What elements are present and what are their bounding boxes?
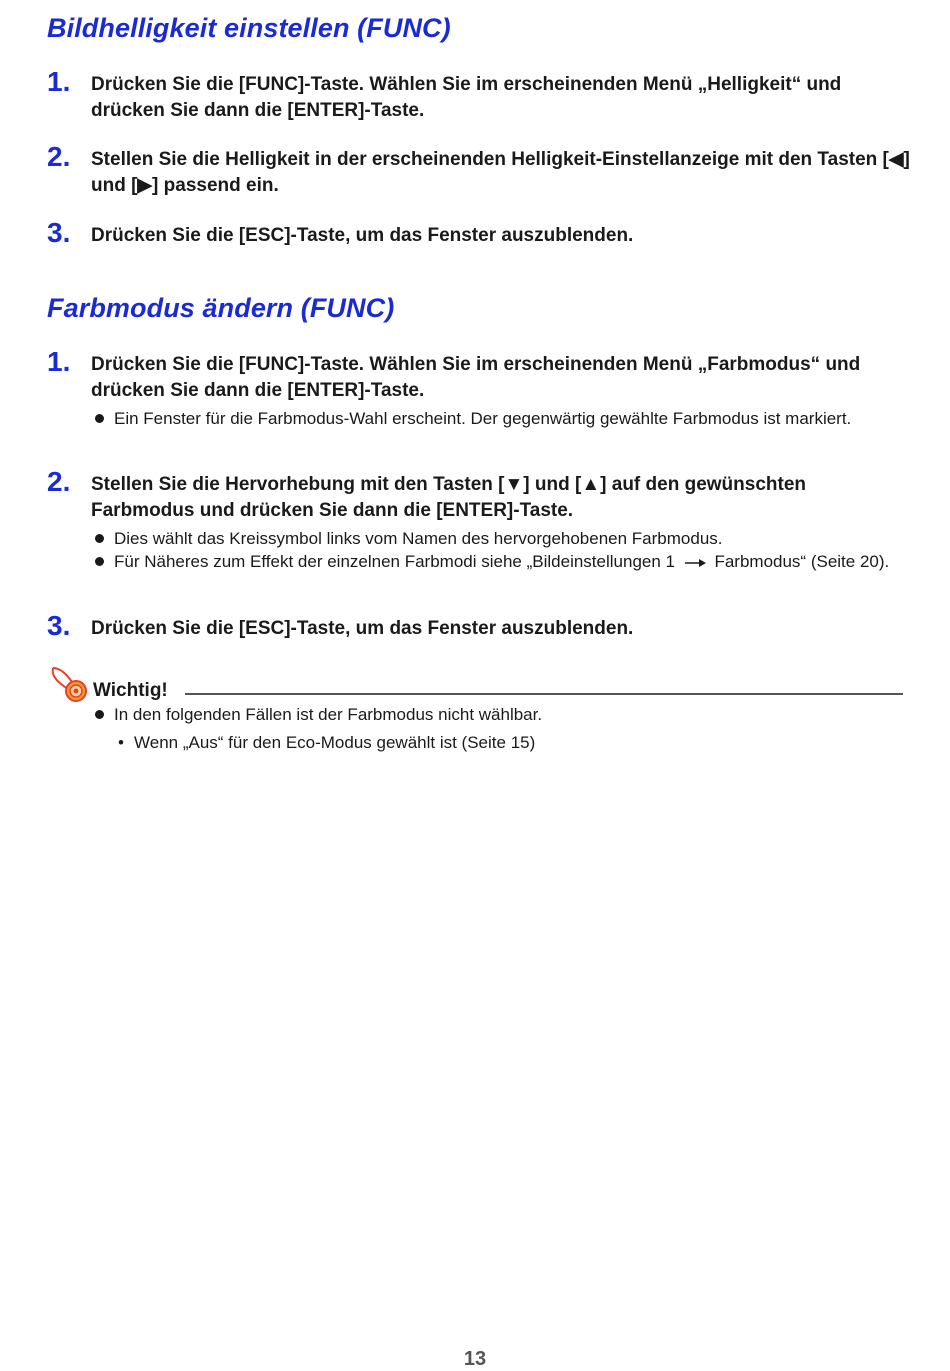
- bullet-dot: [95, 534, 104, 543]
- step-number: 2.: [47, 466, 71, 497]
- step-number: 1.: [47, 66, 71, 97]
- step-text: Stellen Sie die Helligkeit in der erscheinenden Helligkeit-Einstellanzeige mit den Tasten [◀] und [▶] passend ein.: [91, 149, 910, 196]
- sub-bullet: •: [118, 733, 124, 752]
- section-title-brightness: Bildhelligkeit einstellen (FUNC): [47, 13, 451, 43]
- list-item: [91, 704, 903, 754]
- list-item: [91, 528, 910, 549]
- list-item: [91, 551, 910, 572]
- brightness-step-3: [47, 217, 910, 249]
- step-number: 2.: [47, 141, 71, 172]
- note-heading: Wichtig!: [93, 680, 168, 701]
- step-bullets: [91, 528, 910, 572]
- color-mode-step-1: [47, 346, 910, 431]
- list-item: [114, 732, 903, 754]
- note-item-text: In den folgenden Fällen ist der Farbmodus nicht wählbar.: [114, 705, 543, 724]
- step-text: Drücken Sie die [ESC]-Taste, um das Fenster auszublenden.: [91, 225, 634, 246]
- page-number: 13: [463, 1348, 487, 1370]
- brightness-step-2: [47, 141, 910, 199]
- step-bullets: [91, 408, 910, 429]
- note-sublist: [114, 732, 903, 754]
- bullet-dot: [95, 710, 104, 719]
- step-text: Drücken Sie die [FUNC]-Taste. Wählen Sie im erscheinenden Menü „Helligkeit“ und drücken Sie dann die [ENTER]-Taste.: [91, 74, 842, 121]
- section-title-color-mode: Farbmodus ändern (FUNC): [47, 293, 395, 323]
- step-number: 3.: [47, 217, 71, 248]
- right-arrow-icon: [680, 557, 710, 569]
- bullet-text: Dies wählt das Kreissymbol links vom Namen des hervorgehobenen Farbmodus.: [114, 529, 723, 548]
- step-text: Drücken Sie die [ESC]-Taste, um das Fenster auszublenden.: [91, 618, 634, 639]
- bullet-text-after: Farbmodus“ (Seite 20).: [714, 552, 890, 571]
- step-text: Stellen Sie die Hervorhebung mit den Tasten [▼] und [▲] auf den gewünschten Farbmodus und drücken Sie dann die [ENTER]-Taste.: [91, 474, 806, 521]
- list-item: [91, 408, 910, 429]
- color-mode-step-2: [47, 466, 910, 574]
- note-divider: [185, 693, 903, 695]
- bullet-dot: [95, 414, 104, 423]
- bullet-dot: [95, 557, 104, 566]
- step-number: 3.: [47, 610, 71, 641]
- step-text: Drücken Sie die [FUNC]-Taste. Wählen Sie im erscheinenden Menü „Farbmodus“ und drücken Sie dann die [ENTER]-Taste.: [91, 354, 861, 401]
- note-list: [91, 704, 903, 754]
- bullet-text: Ein Fenster für die Farbmodus-Wahl erscheint. Der gegenwärtig gewählte Farbmodus ist markiert.: [114, 409, 852, 428]
- color-mode-step-3: [47, 610, 910, 642]
- step-number: 1.: [47, 346, 71, 377]
- bullet-text-before: Für Näheres zum Effekt der einzelnen Farbmodi siehe „Bildeinstellungen 1: [114, 552, 675, 571]
- important-icon: [47, 662, 91, 706]
- brightness-step-1: [47, 66, 910, 124]
- note-subitem-text: Wenn „Aus“ für den Eco-Modus gewählt ist (Seite 15): [134, 733, 536, 752]
